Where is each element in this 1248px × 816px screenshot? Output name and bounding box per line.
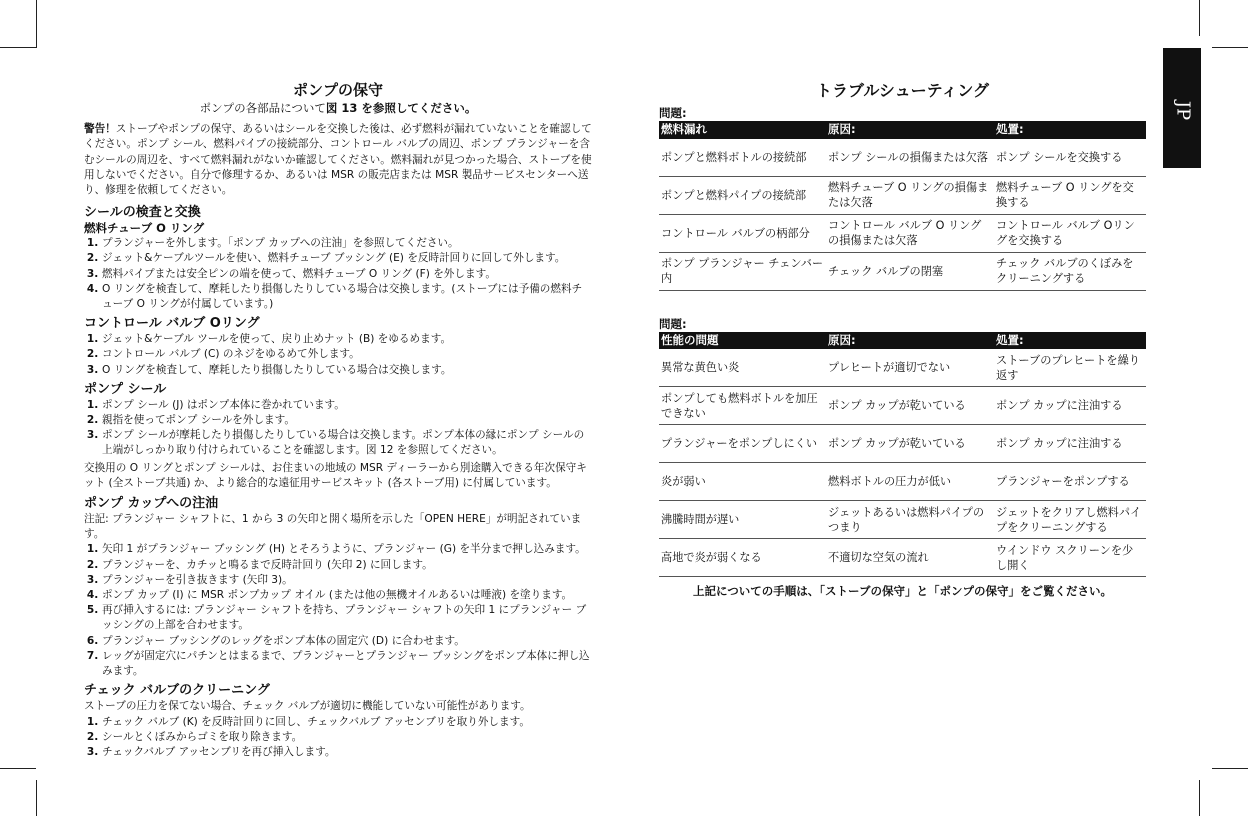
troubleshooting-title: トラブルシューティング xyxy=(815,81,990,100)
column-header: 処置: xyxy=(994,121,1146,139)
table-cell: プランジャーをポンプしにくい xyxy=(659,425,826,463)
crop-mark xyxy=(1212,768,1248,769)
column-header: 性能の問題 xyxy=(659,332,826,350)
list-item: 2. シールとくぼみからゴミを取り除きます。 xyxy=(102,730,592,745)
table-cell: ジェットをクリアし燃料パイプをクリーニングする xyxy=(994,501,1146,539)
table-cell: 異常な黄色い炎 xyxy=(659,349,826,387)
warning-text: ストーブやポンプの保守、あるいはシールを交換した後は、必ず燃料が漏れていないことを確認してください。ポンプ シール、燃料パイプの接続部分、コントロール バルブの周辺、ポンプ プランジャーを含むシールの周辺を、すべて燃料漏れがないか確認してください。燃料漏れが見つかった場合、ストーブを使用しないでください。自分で修理するか、あるいは MSR の販売店または MSR 製品サービスセンターへ送り、修理を依頼してください。 xyxy=(84,123,592,197)
table-row xyxy=(659,463,1146,501)
pump-cup-steps xyxy=(84,542,592,679)
table-cell: ポンプと燃料ボトルの接続部 xyxy=(659,139,826,177)
column-header: 処置: xyxy=(994,332,1146,350)
table-cell: 燃料チューブ O リングの損傷または欠落 xyxy=(826,176,994,214)
table-row xyxy=(659,425,1146,463)
list-item: 1. チェック バルブ (K) を反時計回りに回し、チェックバルブ アッセンブリを取り外します。 xyxy=(102,715,592,730)
table-cell: ポンプ カップに注油する xyxy=(994,425,1146,463)
troubleshooting-section xyxy=(659,80,1146,600)
crop-mark xyxy=(0,47,36,48)
list-item: 3. プランジャーを引き抜きます (矢印 3)。 xyxy=(102,573,592,588)
crop-mark xyxy=(1212,47,1248,48)
table-cell: ポンプしても燃料ボトルを加圧できない xyxy=(659,387,826,425)
list-item: 2. 親指を使ってポンプ シールを外します。 xyxy=(102,413,592,428)
pump-maintenance-section xyxy=(84,80,592,762)
table-cell: ポンプ シールを交換する xyxy=(994,139,1146,177)
replacement-note: 交換用の O リングとポンプ シールは、お住まいの地域の MSR ディーラーから別途購入できる年次保守キット (全ストーブ共通) か、より総合的な遠征用サービスキット (各ストーブ用) に付属しています。 xyxy=(84,461,587,489)
footer-note: 上記についての手順は、「ストーブの保守」と「ポンプの保守」をご覧ください。 xyxy=(693,584,1112,598)
column-header: 原因: xyxy=(826,121,994,139)
table-cell: ポンプ カップに注油する xyxy=(994,387,1146,425)
list-item: 6. プランジャー ブッシングのレッグをポンプ本体の固定穴 (D) に合わせます。 xyxy=(102,634,592,649)
list-item: 4. O リングを検査して、摩耗したり損傷したりしている場合は交換します。(ストーブには予備の燃料チューブ O リングが付属しています。) xyxy=(102,282,592,312)
pump-cup-heading: ポンプ カップへの注油 xyxy=(84,496,219,512)
table-cell: ポンプ プランジャー チェンバー内 xyxy=(659,252,826,290)
pump-cup-note: 注記: プランジャー シャフトに、1 から 3 の矢印と開く場所を示した「OPEN HERE」が明記されています。 xyxy=(84,513,582,541)
control-valve-steps xyxy=(84,332,592,378)
table-cell: 燃料チューブ O リングを交換する xyxy=(994,176,1146,214)
table-cell: 沸騰時間が遅い xyxy=(659,501,826,539)
table-row xyxy=(659,214,1146,252)
table-cell: コントロール バルブ O リングの損傷または欠落 xyxy=(826,214,994,252)
list-item: 5. 再び挿入するには: プランジャー シャフトを持ち、プランジャー シャフトの矢印 1 にプランジャー ブッシングの上部を合わせます。 xyxy=(102,603,592,633)
page-title: ポンプの保守 xyxy=(292,81,383,99)
problem-label: 問題: xyxy=(659,316,687,331)
list-item: 3. ポンプ シールが摩耗したり損傷したりしている場合は交換します。ポンプ本体の縁にポンプ シールの上端がしっかり取り付けられていることを確認します。図 12 を参照してください。 xyxy=(102,428,592,458)
table-cell: ポンプと燃料パイプの接続部 xyxy=(659,176,826,214)
crop-mark xyxy=(1199,780,1200,816)
table-cell: ジェットあるいは燃料パイプのつまり xyxy=(826,501,994,539)
fuel-tube-heading: 燃料チューブ O リング xyxy=(84,221,205,236)
crop-mark xyxy=(36,0,37,48)
table-cell: ストーブのプレヒートを繰り返す xyxy=(994,349,1146,387)
table-cell: 炎が弱い xyxy=(659,463,826,501)
check-valve-steps xyxy=(84,715,592,761)
list-item: 2. プランジャーを、カチッと鳴るまで反時計回り (矢印 2) に回します。 xyxy=(102,558,592,573)
performance-table xyxy=(659,332,1146,578)
check-valve-intro: ストーブの圧力を保てない場合、チェック バルブが適切に機能していない可能性があります。 xyxy=(84,700,531,713)
problem-label: 問題: xyxy=(659,106,687,120)
subtitle-text: ポンプの各部品について xyxy=(199,101,326,115)
fuel-leak-table xyxy=(659,121,1146,291)
fuel-tube-steps xyxy=(84,236,592,312)
table-cell: ポンプ カップが乾いている xyxy=(826,387,994,425)
column-header: 燃料漏れ xyxy=(659,121,826,139)
table-cell: ウインドウ スクリーンを少し開く xyxy=(994,539,1146,577)
table-header-row xyxy=(659,121,1146,139)
check-valve-heading: チェック バルブのクリーニング xyxy=(84,683,270,699)
table-cell: チェック バルブの閉塞 xyxy=(826,252,994,290)
warning-paragraph xyxy=(84,122,592,198)
table-row xyxy=(659,252,1146,290)
table-cell: ポンプ カップが乾いている xyxy=(826,425,994,463)
table-cell: コントロール バルブの柄部分 xyxy=(659,214,826,252)
table-cell: 高地で炎が弱くなる xyxy=(659,539,826,577)
table-header-row xyxy=(659,332,1146,350)
list-item: 4. ポンプ カップ (I) に MSR ポンプカップ オイル (または他の無機オイルあるいは唾液) を塗ります。 xyxy=(102,588,592,603)
subtitle-figure-ref: 図 13 を参照してください。 xyxy=(325,101,477,115)
table-cell: ポンプ シールの損傷または欠落 xyxy=(826,139,994,177)
table-row xyxy=(659,387,1146,425)
table-row xyxy=(659,349,1146,387)
table-row xyxy=(659,539,1146,577)
table-cell: プランジャーをポンプする xyxy=(994,463,1146,501)
table-row xyxy=(659,176,1146,214)
table-cell: コントロール バルブ Oリングを交換する xyxy=(994,214,1146,252)
crop-mark xyxy=(0,768,36,769)
table-cell: 不適切な空気の流れ xyxy=(826,539,994,577)
table-row xyxy=(659,139,1146,177)
language-tab xyxy=(1163,48,1201,168)
crop-mark xyxy=(1199,0,1200,36)
list-item: 3. チェックバルブ アッセンブリを再び挿入します。 xyxy=(102,745,592,760)
list-item: 7. レッグが固定穴にパチンとはまるまで、プランジャーとプランジャー ブッシングをポンプ本体に押し込みます。 xyxy=(102,649,592,679)
crop-mark xyxy=(36,780,37,816)
table-cell: チェック バルブのくぼみをクリーニングする xyxy=(994,252,1146,290)
pump-seal-heading: ポンプ シール xyxy=(84,381,167,397)
pump-seal-steps xyxy=(84,398,592,459)
subtitle xyxy=(84,101,592,116)
table-cell: 燃料ボトルの圧力が低い xyxy=(826,463,994,501)
list-item: 1. ポンプ シール (J) はポンプ本体に巻かれています。 xyxy=(102,398,592,413)
list-item: 2. コントロール バルブ (C) のネジをゆるめて外します。 xyxy=(102,347,592,362)
list-item: 1. 矢印 1 がプランジャー ブッシング (H) とそろうように、プランジャー (G) を半分まで押し込みます。 xyxy=(102,542,592,557)
list-item: 3. O リングを検査して、摩耗したり損傷したりしている場合は交換します。 xyxy=(102,363,592,378)
list-item: 1. ジェット&ケーブル ツールを使って、戻り止めナット (B) をゆるめます。 xyxy=(102,332,592,347)
table-cell: プレヒートが適切でない xyxy=(826,349,994,387)
list-item: 3. 燃料パイプまたは安全ピンの端を使って、燃料チューブ O リング (F) を外します。 xyxy=(102,267,592,282)
warning-label: 警告！ xyxy=(84,123,116,136)
language-tab-label: JP xyxy=(1172,100,1194,121)
column-header: 原因: xyxy=(826,332,994,350)
seal-inspection-heading: シールの検査と交換 xyxy=(84,205,201,221)
list-item: 2. ジェット&ケーブルツールを使い、燃料チューブ ブッシング (E) を反時計回りに回して外します。 xyxy=(102,251,592,266)
table-row xyxy=(659,501,1146,539)
list-item: 1. プランジャーを外します。「ポンプ カップへの注油」を参照してください。 xyxy=(102,236,592,251)
control-valve-heading: コントロール バルブ Oリング xyxy=(84,316,260,332)
